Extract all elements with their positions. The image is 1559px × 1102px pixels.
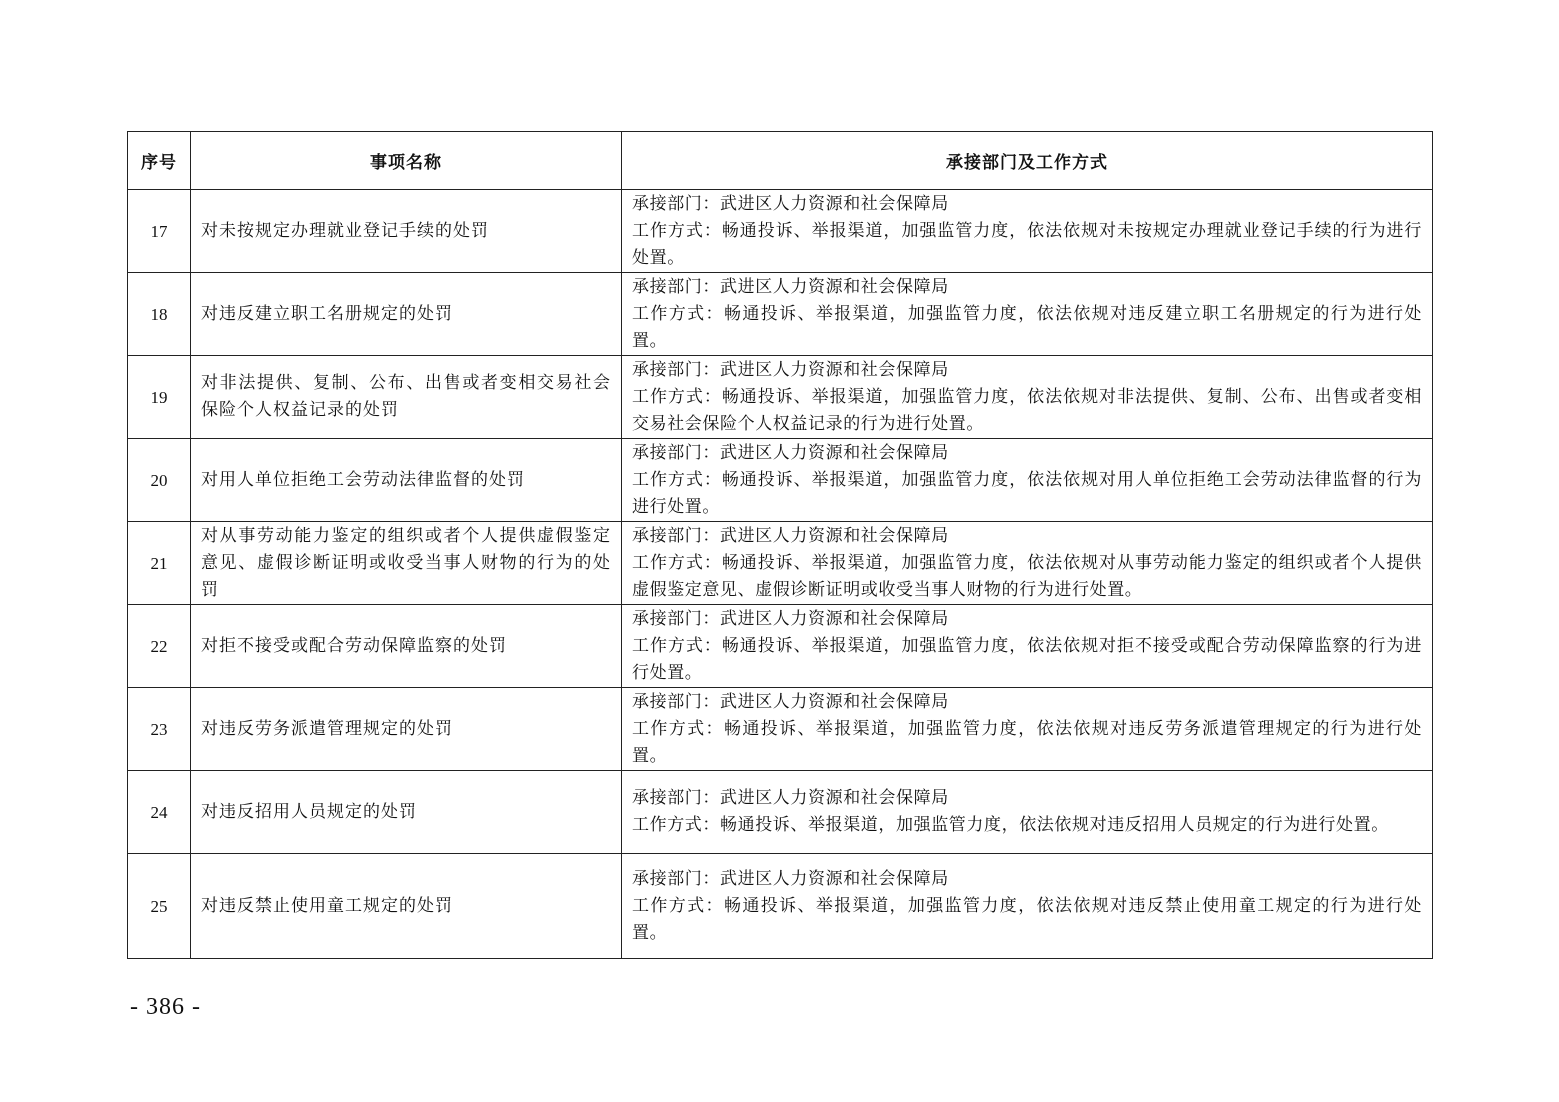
row-department-cell (622, 688, 1433, 771)
row-department: 承接部门：武进区人力资源和社会保障局 (632, 691, 949, 712)
row-matter-name: 对从事劳动能力鉴定的组织或者个人提供虚假鉴定意见、虚假诊断证明或收受当事人财物的行为的处罚 (191, 522, 622, 605)
row-department-cell (622, 605, 1433, 688)
row-number: 25 (128, 854, 191, 959)
row-matter-name: 对违反劳务派遣管理规定的处罚 (191, 688, 622, 771)
row-method: 工作方式：畅通投诉、举报渠道，加强监管力度，依法依规对用人单位拒绝工会劳动法律监督的行为进行处置。 (632, 469, 1422, 517)
table-header-row (128, 132, 1433, 190)
row-method: 工作方式：畅通投诉、举报渠道，加强监管力度，依法依规对非法提供、复制、公布、出售或者变相交易社会保险个人权益记录的行为进行处置。 (632, 386, 1422, 434)
row-department: 承接部门：武进区人力资源和社会保障局 (632, 868, 949, 889)
header-name: 事项名称 (191, 132, 622, 190)
table-row (128, 356, 1433, 439)
row-department-cell (622, 356, 1433, 439)
row-method: 工作方式：畅通投诉、举报渠道，加强监管力度，依法依规对违反劳务派遣管理规定的行为进行处置。 (632, 718, 1422, 766)
row-department-cell (622, 190, 1433, 273)
row-department-cell (622, 439, 1433, 522)
row-department: 承接部门：武进区人力资源和社会保障局 (632, 193, 949, 214)
row-department: 承接部门：武进区人力资源和社会保障局 (632, 359, 949, 380)
row-matter-name: 对未按规定办理就业登记手续的处罚 (191, 190, 622, 273)
page-number: - 386 - (130, 994, 201, 1020)
row-method: 工作方式：畅通投诉、举报渠道，加强监管力度，依法依规对违反禁止使用童工规定的行为进行处置。 (632, 895, 1422, 943)
table-row (128, 605, 1433, 688)
row-department: 承接部门：武进区人力资源和社会保障局 (632, 276, 949, 297)
row-department-cell (622, 854, 1433, 959)
row-matter-name: 对拒不接受或配合劳动保障监察的处罚 (191, 605, 622, 688)
row-department: 承接部门：武进区人力资源和社会保障局 (632, 525, 949, 546)
row-number: 19 (128, 356, 191, 439)
table-row (128, 688, 1433, 771)
row-number: 24 (128, 771, 191, 854)
row-department: 承接部门：武进区人力资源和社会保障局 (632, 442, 949, 463)
row-number: 18 (128, 273, 191, 356)
row-matter-name: 对违反招用人员规定的处罚 (191, 771, 622, 854)
row-method: 工作方式：畅通投诉、举报渠道，加强监管力度，依法依规对未按规定办理就业登记手续的行为进行处置。 (632, 220, 1422, 268)
row-matter-name: 对违反建立职工名册规定的处罚 (191, 273, 622, 356)
row-matter-name: 对用人单位拒绝工会劳动法律监督的处罚 (191, 439, 622, 522)
table-row (128, 854, 1433, 959)
row-matter-name: 对非法提供、复制、公布、出售或者变相交易社会保险个人权益记录的处罚 (191, 356, 622, 439)
row-method: 工作方式：畅通投诉、举报渠道，加强监管力度，依法依规对违反建立职工名册规定的行为进行处置。 (632, 303, 1422, 351)
row-method: 工作方式：畅通投诉、举报渠道，加强监管力度，依法依规对从事劳动能力鉴定的组织或者个人提供虚假鉴定意见、虚假诊断证明或收受当事人财物的行为进行处置。 (632, 552, 1422, 600)
row-department-cell (622, 273, 1433, 356)
row-method: 工作方式：畅通投诉、举报渠道，加强监管力度，依法依规对违反招用人员规定的行为进行处置。 (632, 815, 1389, 835)
row-number: 20 (128, 439, 191, 522)
row-department: 承接部门：武进区人力资源和社会保障局 (632, 788, 949, 808)
table-row (128, 771, 1433, 854)
row-number: 22 (128, 605, 191, 688)
table-row (128, 190, 1433, 273)
row-method: 工作方式：畅通投诉、举报渠道，加强监管力度，依法依规对拒不接受或配合劳动保障监察的行为进行处置。 (632, 635, 1422, 683)
matters-table (127, 131, 1433, 959)
row-department-cell (622, 771, 1433, 854)
table-row (128, 273, 1433, 356)
row-number: 21 (128, 522, 191, 605)
header-number: 序号 (128, 132, 191, 190)
row-department: 承接部门：武进区人力资源和社会保障局 (632, 608, 949, 629)
header-department: 承接部门及工作方式 (622, 132, 1433, 190)
table-row (128, 439, 1433, 522)
table-row (128, 522, 1433, 605)
row-number: 17 (128, 190, 191, 273)
row-number: 23 (128, 688, 191, 771)
row-department-cell (622, 522, 1433, 605)
row-matter-name: 对违反禁止使用童工规定的处罚 (191, 854, 622, 959)
